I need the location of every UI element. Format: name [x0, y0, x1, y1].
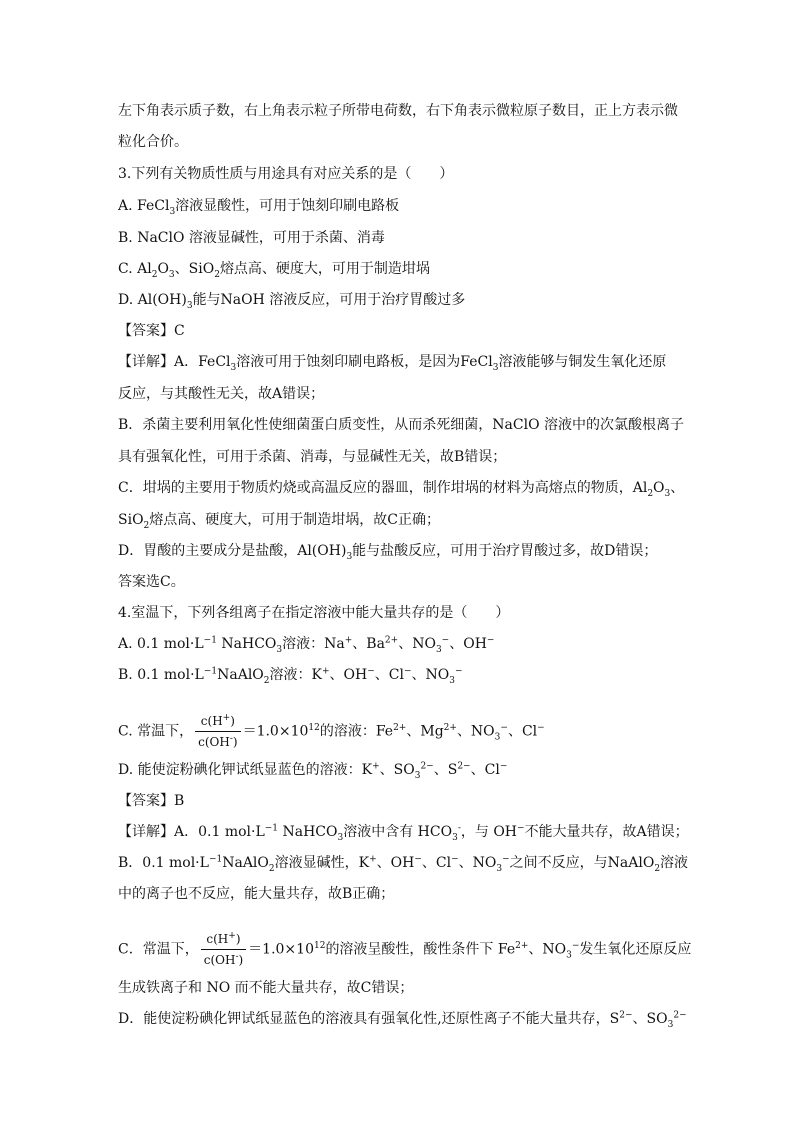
text-line-28: D．能使淀粉碘化钾试纸显蓝色的溶液具有强氧化性,还原性离子不能大量共存，$S^{2-}$、$SO_3^{2-}$ [118, 1010, 687, 1030]
text-line-8: 【答案】C [118, 323, 185, 339]
text-line-16: 答案选C。 [118, 574, 185, 590]
text-line-23: 【详解】A．0.1 $mol\cdot L^{-1}$ NaHCO$_3$溶液中含有 $HCO_3^-$，与 OH−不能大量共存，故A错误； [118, 823, 689, 843]
text-line-18: A. 0.1 $mol\cdot L^{-1}$ NaHCO$_3$溶液：Na+、$Ba^{2+}$、$NO_3^-$、OH− [118, 635, 495, 655]
text-line-25: 中的离子也不反应，能大量共存，故B正确； [118, 886, 395, 902]
text-line-11: B．杀菌主要利用氧化性使细菌蛋白质变性，从而杀死细菌，NaClO 溶液中的次氯酸根离子 [118, 417, 684, 433]
text-line-24: B．0.1 $mol\cdot L^{-1}NaAlO_2$溶液显碱性，K+、OH−、Cl−、$NO_3^-$之间不反应，与NaAlO$_2$溶液 [118, 854, 689, 874]
text-line-27: 生成铁离子和 NO 而不能大量共存，故C错误； [118, 980, 414, 996]
text-line-22: 【答案】B [118, 793, 185, 809]
text-line-1: 左下角表示质子数，右上角表示粒子所带电荷数，右下角表示微粒原子数目，正上方表示微 [118, 103, 678, 119]
text-line-4: A. FeCl$_3$溶液显酸性，可用于蚀刻印刷电路板 [118, 198, 400, 217]
text-line-10: 反应，与其酸性无关，故A错误； [118, 386, 325, 402]
text-line-9: 【详解】A．FeCl$_3$溶液可用于蚀刻印刷电路板，是因为FeCl$_3$溶液能够与铜发生氧化还原 [118, 354, 667, 373]
text-line-20: C. 常温下， $\frac{c(H^+)}{c(OH^-)}$ $=1.0\times 10^{12}$的溶液：$Fe^{2+}$、$Mg^{2+}$、$NO_3^-$、Cl− [118, 713, 545, 749]
text-line-26: C．常温下， $\frac{c(H^+)}{c(OH^-)}$ $=1.0\times 10^{12}$的溶液呈酸性，酸性条件下 $Fe^{2+}$、$NO_3^-$发生氧化还原反应 [118, 931, 692, 967]
text-line-21: D. 能使淀粉碘化钾试纸显蓝色的溶液：K+、$SO_3^{2-}$、$S^{2-}$、Cl− [118, 761, 508, 781]
text-line-12: 具有强氧化性，可用于杀菌、消毒，与显碱性无关，故B错误； [118, 449, 507, 465]
text-line-15: D．胃酸的主要成分是盐酸，$Al(OH)_3$能与盐酸反应，可用于治疗胃酸过多，故D错误； [118, 543, 658, 562]
text-line-17: 4.室温下，下列各组离子在指定溶液中能大量共存的是（ ） [118, 605, 510, 621]
text-line-3: 3.下列有关物质性质与用途具有对应关系的是（ ） [118, 166, 454, 182]
text-line-5: B. NaClO 溶液显碱性，可用于杀菌、消毒 [118, 230, 385, 246]
text-line-6: C. $Al_2O_3$、SiO$_2$熔点高、硬度大，可用于制造坩埚 [118, 261, 430, 280]
text-line-19: B. 0.1 $mol\cdot L^{-1}NaAlO_2$溶液：K+、OH−、Cl−、$NO_3^-$ [118, 666, 463, 686]
text-line-7: D. $Al(OH)_3$能与NaOH 溶液反应，可用于治疗胃酸过多 [118, 292, 466, 311]
text-line-14: SiO$_2$熔点高、硬度大，可用于制造坩埚，故C正确； [118, 512, 440, 531]
text-line-13: C．坩埚的主要用于物质灼烧或高温反应的器皿，制作坩埚的材料为高熔点的物质，$Al_2O_3$、 [118, 480, 685, 499]
text-line-2: 粒化合价。 [118, 134, 188, 150]
